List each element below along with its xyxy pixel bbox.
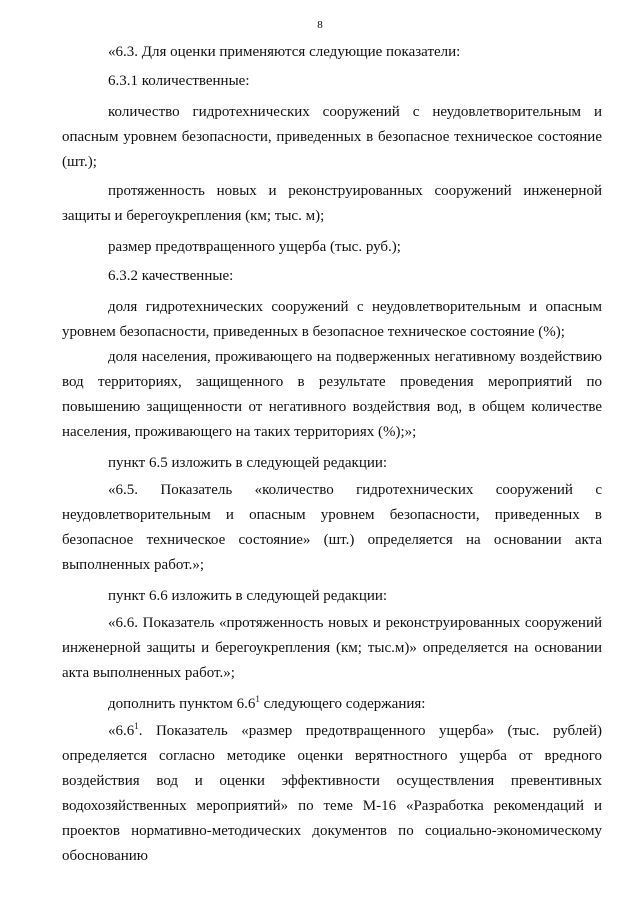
paragraph-6-6: «6.6. Показатель «протяженность новых и реконструированных сооружений инженерной защиты и берегоукрепления (км; тыс.м)» определяется на основании акта выполненных работ.»; — [62, 615, 602, 681]
addition-text-after: . Показатель «размер предотвращенного ущерба» (тыс. рублей) определяется согласно методике оценки верятностного ущерба от вредного воздействия вод и оценки эффективности осуществления превентивных водохозяйственных мероприятий» по теме М-16 «Разработка рекомендаций и проектов нормативно-методических документов по социально-экономическому обоснованию — [62, 723, 602, 864]
paragraph-share-population: доля населения, проживающего на подверженных негативному воздействию вод территориях, защищенного в результате проведения мероприятий по повышению защищенности от негативного воздействия вод, в общем количестве населения, проживающего на таких территориях (%);»; — [62, 349, 602, 440]
paragraph-item-6-6-intro: пункт 6.6 изложить в следующей редакции: — [108, 588, 388, 604]
addition-intro-superscript: 1 — [255, 694, 260, 704]
addition-intro-after: следующего содержания: — [259, 696, 426, 712]
paragraph-6-3-1: 6.3.1 количественные: — [108, 73, 250, 89]
addition-intro-before: дополнить пунктом 6.6 — [108, 696, 256, 712]
paragraph-length-structures: протяженность новых и реконструированных сооружений инженерной защиты и берегоукрепления (км; тыс. м); — [62, 183, 602, 224]
paragraph-share-structures: доля гидротехнических сооружений с неудовлетворительным и опасным уровнем безопасности, приведенных в безопасное техническое состояние (%); — [62, 299, 602, 340]
paragraph-6-5: «6.5. Показатель «количество гидротехнических сооружений с неудовлетворительным и опасным уровнем безопасности, приведенных в безопасное техническое состояние» (шт.) определяется на основании акта выполненных работ.»; — [62, 482, 602, 573]
paragraph-6-3-2: 6.3.2 качественные: — [108, 268, 234, 284]
paragraph-item-6-5-intro: пункт 6.5 изложить в следующей редакции: — [108, 455, 388, 471]
addition-text-before: «6.6 — [108, 723, 135, 739]
page-number: 8 — [317, 19, 323, 31]
paragraph-6-6-1 — [62, 719, 602, 869]
addition-text-superscript: 1 — [134, 721, 139, 731]
paragraph-addition-intro — [62, 690, 602, 719]
paragraph-damage-size: размер предотвращенного ущерба (тыс. руб.); — [108, 239, 401, 255]
paragraph-count-structures: количество гидротехнических сооружений с неудовлетворительным и опасным уровнем безопасности, приведенных в безопасное техническое состояние (шт.); — [62, 104, 602, 170]
paragraph-6-3: «6.3. Для оценки применяются следующие показатели: — [108, 44, 461, 60]
document-body — [62, 38, 602, 869]
